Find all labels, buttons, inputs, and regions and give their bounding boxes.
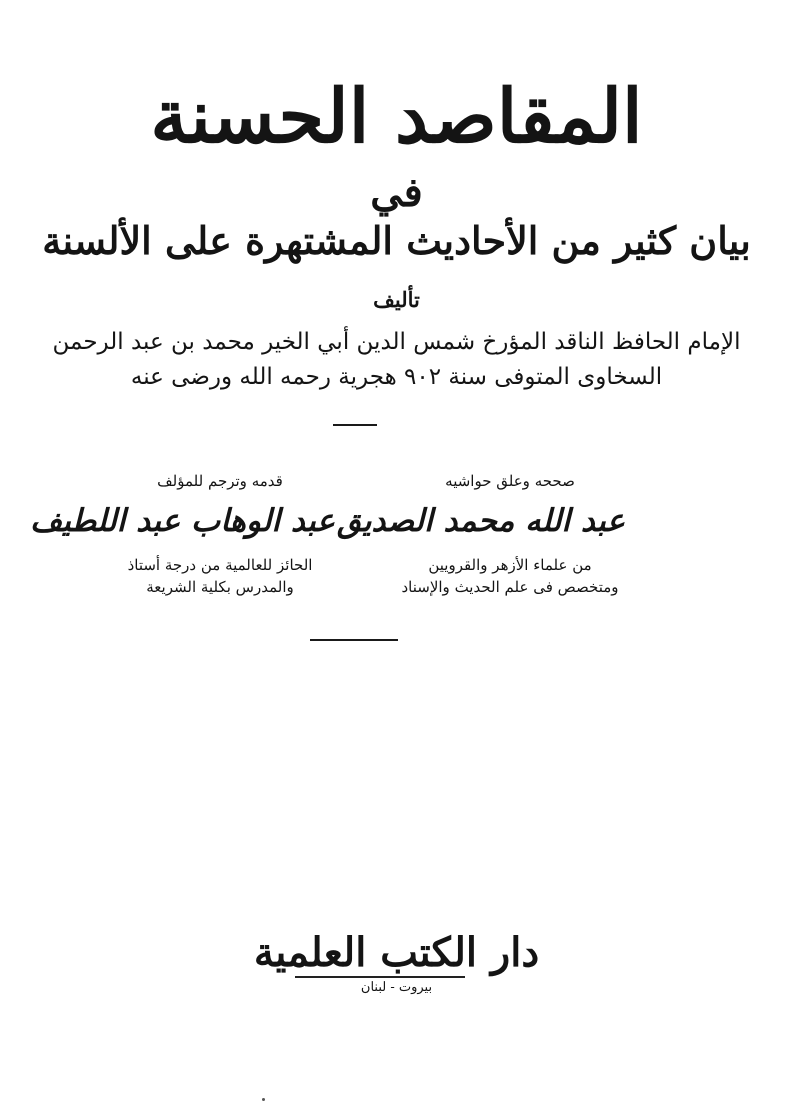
introducer-desc-1: الحائز للعالمية من درجة أستاذ bbox=[127, 556, 313, 574]
book-title: المقاصد الحسنة bbox=[150, 74, 643, 160]
book-subtitle: بيان كثير من الأحاديث المشتهرة على الألسنة bbox=[42, 218, 751, 263]
introducer-block bbox=[30, 470, 335, 610]
editor-desc-2: ومتخصص فى علم الحديث والإسناد bbox=[401, 578, 619, 596]
publisher-name: دار الكتب العلمية bbox=[253, 929, 540, 976]
author-line-1: الإمام الحافظ الناقد المؤرخ شمس الدين أبي الخير محمد بن عبد الرحمن bbox=[52, 329, 741, 355]
title-connector: في bbox=[370, 169, 423, 216]
introducer-name: عبد الوهاب عبد اللطيف bbox=[30, 503, 335, 539]
introducer-role: قدمه وترجم للمؤلف bbox=[157, 472, 283, 490]
editor-role: صححه وعلق حواشيه bbox=[445, 472, 575, 490]
publisher-city: بيروت - لبنان bbox=[360, 980, 433, 995]
authorship-label: تأليف bbox=[373, 287, 420, 312]
divider-top bbox=[333, 424, 377, 426]
editor-desc-1: من علماء الأزهر والقرويين bbox=[428, 556, 592, 574]
editor-name: عبد الله محمد الصديق bbox=[337, 503, 625, 539]
author-line-2: السخاوى المتوفى سنة ٩٠٢ هجرية رحمه الله ورضى عنه bbox=[130, 364, 663, 390]
scan-speck bbox=[262, 1098, 265, 1101]
editor-block bbox=[337, 470, 625, 610]
introducer-desc-2: والمدرس بكلية الشريعة bbox=[146, 578, 294, 596]
divider-bottom bbox=[310, 639, 398, 641]
